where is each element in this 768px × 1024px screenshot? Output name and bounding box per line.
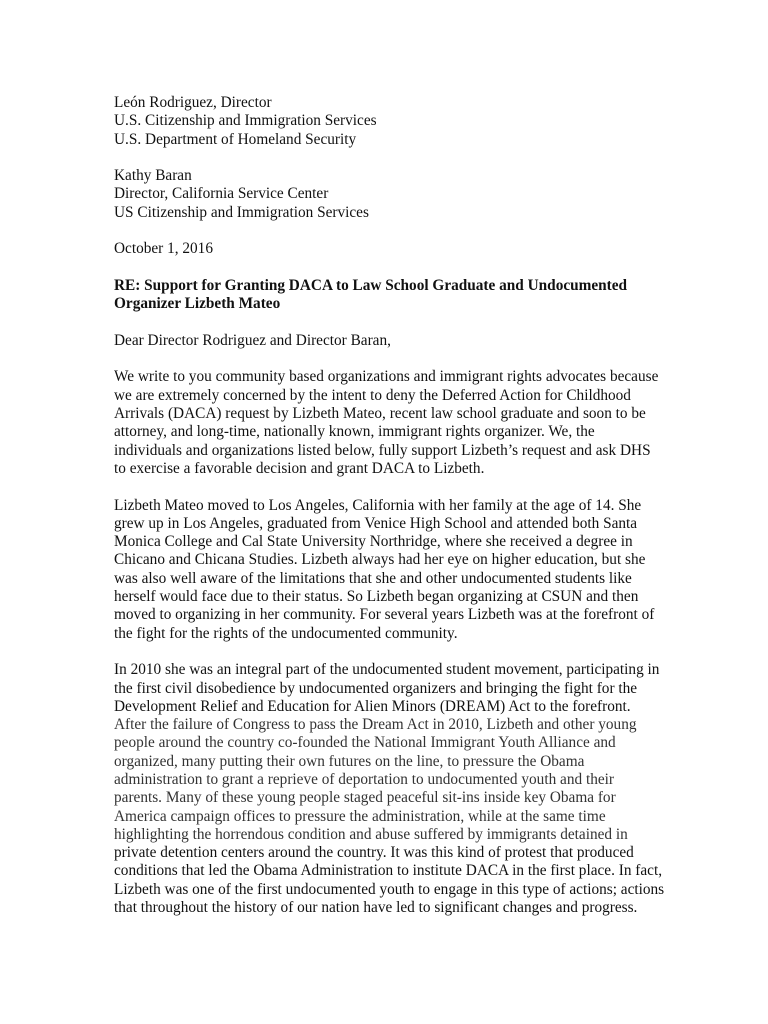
paragraph-line: attorney, and long-time, nationally known, immigrant rights organizer. We, the [114,423,595,441]
body-paragraph-3 [114,661,665,917]
paragraph-line: the fight for the rights of the undocumented community. [114,624,458,642]
letter-page [114,94,665,936]
paragraph-line: conditions that led the Obama Administration to institute DACA in the first place. In fact, [114,862,663,880]
paragraph-line: administration to grant a reprieve of deportation to undocumented youth and their [114,770,614,788]
paragraph-line: moved to organizing in her community. For several years Lizbeth was at the forefront of [114,606,655,624]
recipient-block-baran [114,167,662,222]
recipient-organization: U.S. Citizenship and Immigration Services [114,112,377,130]
paragraph-line: was also well aware of the limitations that she and other undocumented students like [114,569,632,587]
subject-line [114,277,662,314]
paragraph-line: individuals and organizations listed below, fully support Lizbeth’s request and ask DHS [114,441,651,459]
paragraph-line: America campaign offices to pressure the administration, while at the same time [114,807,606,825]
paragraph-line: that throughout the history of our nation have led to significant changes and progress. [114,899,638,917]
recipient-block-rodriguez [114,94,662,149]
paragraph-line: Arrivals (DACA) request by Lizbeth Mateo, recent law school graduate and soon to be [114,405,646,423]
body-paragraph-1 [114,368,662,478]
paragraph-line: parents. Many of these young people staged peaceful sit-ins inside key Obama for [114,789,616,807]
paragraph-line: herself would face due to their status. So Lizbeth began organizing at CSUN and then [114,588,639,606]
paragraph-line: to exercise a favorable decision and grant DACA to Lizbeth. [114,459,485,477]
paragraph-line: Monica College and Cal State University Northridge, where she received a degree in [114,533,633,551]
paragraph-line: highlighting the horrendous condition and abuse suffered by immigrants detained in [114,825,628,843]
paragraph-line: grew up in Los Angeles, graduated from Venice High School and attended both Santa [114,514,638,532]
body-paragraph-2 [114,497,662,643]
salutation-text: Dear Director Rodriguez and Director Baran, [114,331,391,349]
paragraph-line: Development Relief and Education for Alien Minors (DREAM) Act to the forefront. [114,697,631,715]
salutation [114,332,662,350]
paragraph-line: After the failure of Congress to pass the Dream Act in 2010, Lizbeth and other young [114,716,637,734]
paragraph-line: we are extremely concerned by the intent to deny the Deferred Action for Childhood [114,386,631,404]
paragraph-line: Lizbeth was one of the first undocumented youth to engage in this type of actions; actions [114,880,665,898]
paragraph-line: people around the country co-founded the National Immigrant Youth Alliance and [114,734,616,752]
recipient-department: U.S. Department of Homeland Security [114,130,357,148]
recipient-name: León Rodriguez, Director [114,94,272,111]
recipient-title: Director, California Service Center [114,185,329,203]
subject-text: RE: Support for Granting DACA to Law School Graduate and Undocumented [114,276,628,294]
paragraph-line: organized, many putting their own futures on the line, to pressure the Obama [114,752,585,770]
letter-date [114,240,662,258]
paragraph-line: We write to you community based organizations and immigrant rights advocates because [114,368,659,386]
paragraph-line: private detention centers around the country. It was this kind of protest that produced [114,844,634,862]
paragraph-line: Lizbeth Mateo moved to Los Angeles, California with her family at the age of 14. She [114,496,642,514]
paragraph-line: In 2010 she was an integral part of the undocumented student movement, participating in [114,661,660,679]
subject-text: Organizer Lizbeth Mateo [114,295,281,313]
recipient-name: Kathy Baran [114,167,192,185]
date-text: October 1, 2016 [114,240,213,258]
recipient-organization: US Citizenship and Immigration Services [114,203,369,221]
paragraph-line: the first civil disobedience by undocumented organizers and bringing the fight for the [114,679,638,697]
paragraph-line: Chicano and Chicana Studies. Lizbeth always had her eye on higher education, but she [114,551,646,569]
